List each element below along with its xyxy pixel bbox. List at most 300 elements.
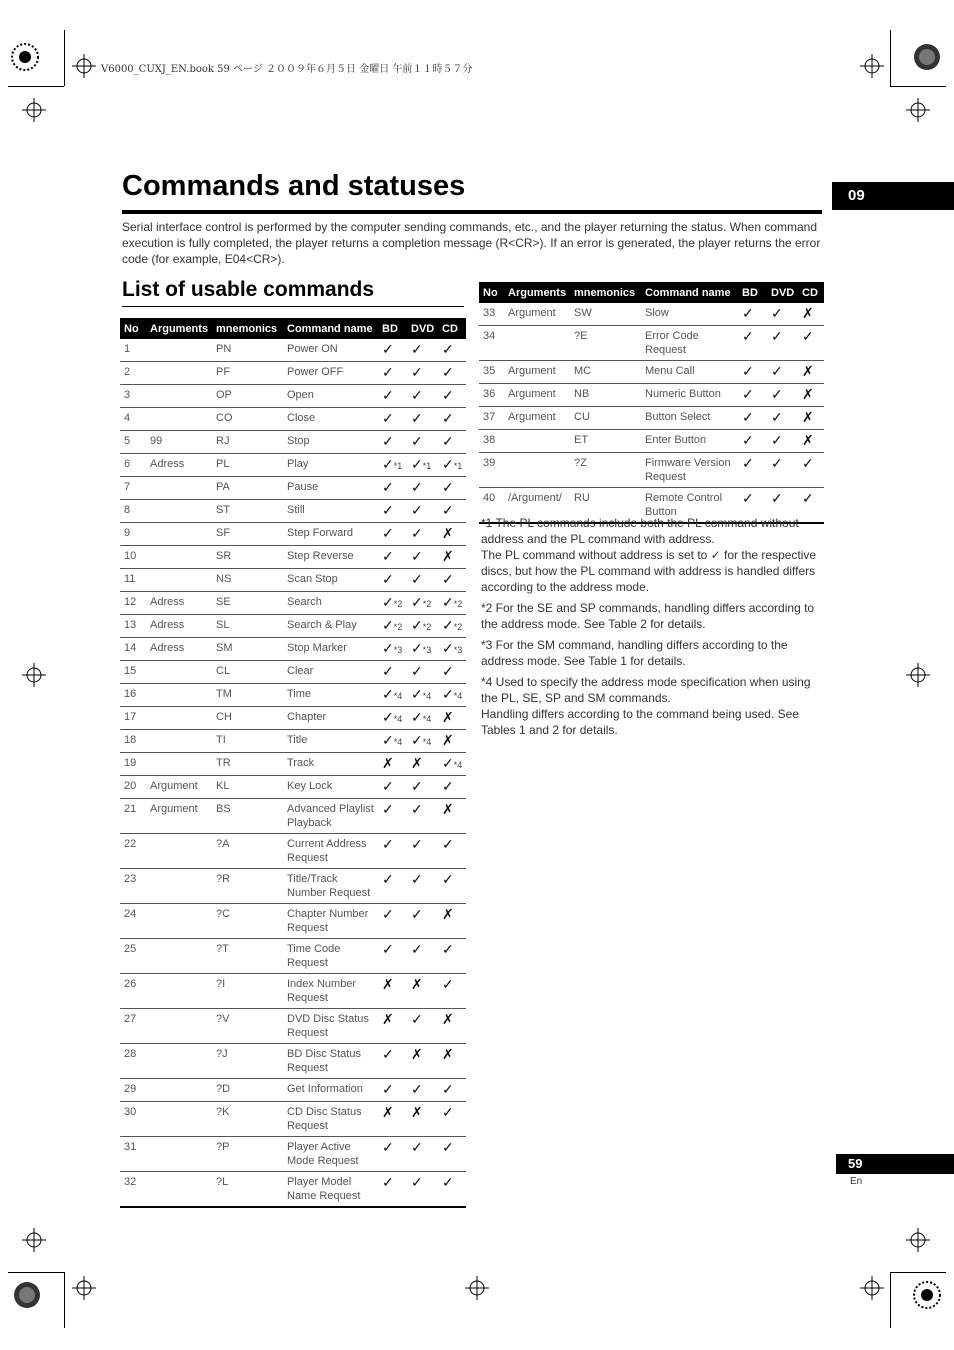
- cell-dvd: [407, 1009, 438, 1044]
- check-mark-icon: ✓: [771, 432, 783, 448]
- check-mark-icon: ✓: [411, 709, 423, 725]
- cell-arg: Argument: [146, 799, 212, 834]
- check-mark-icon: ✓: [771, 305, 783, 321]
- cell-no: 9: [120, 523, 146, 546]
- cell-bd: [738, 430, 767, 453]
- check-mark-icon: ✓: [802, 490, 814, 506]
- cell-dvd: [407, 408, 438, 431]
- cell-cd: [438, 730, 466, 753]
- table-row: [120, 477, 466, 500]
- column-header: Command name: [283, 318, 378, 339]
- cell-bd: [738, 384, 767, 407]
- check-mark-icon: ✓: [411, 387, 423, 403]
- column-header: DVD: [767, 282, 798, 303]
- cell-arg: [146, 753, 212, 776]
- cell-arg: [504, 453, 570, 488]
- table-row: [120, 1172, 466, 1208]
- check-mark-icon: ✓: [411, 836, 423, 852]
- footnote-ref: *2: [453, 622, 463, 632]
- cell-no: 21: [120, 799, 146, 834]
- cell-cd: [438, 1102, 466, 1137]
- cell-name: BD Disc Status Request: [283, 1044, 378, 1079]
- cell-arg: Adress: [146, 615, 212, 638]
- cell-no: 13: [120, 615, 146, 638]
- column-header: mnemonics: [212, 318, 283, 339]
- cell-bd: [378, 523, 407, 546]
- cell-dvd: [767, 384, 798, 407]
- check-mark-icon: ✓: [382, 871, 394, 887]
- cell-cd: [438, 661, 466, 684]
- check-mark-icon: ✓: [382, 617, 394, 633]
- section-title: List of usable commands: [122, 278, 375, 301]
- cell-name: Clear: [283, 661, 378, 684]
- crosshair-icon: [860, 1276, 884, 1300]
- cell-cd: [798, 430, 824, 453]
- cell-mn: ?D: [212, 1079, 283, 1102]
- cell-name: Index Number Request: [283, 974, 378, 1009]
- check-mark-icon: ✓: [411, 594, 423, 610]
- check-mark-icon: ✓: [382, 364, 394, 380]
- check-mark-icon: ✓: [382, 433, 394, 449]
- cell-name: Step Reverse: [283, 546, 378, 569]
- page-title: Commands and statuses: [122, 170, 466, 202]
- check-mark-icon: ✓: [382, 525, 394, 541]
- footnote-ref: *2: [453, 599, 463, 609]
- column-header: No: [479, 282, 504, 303]
- cell-no: 29: [120, 1079, 146, 1102]
- registration-wheel-icon: [12, 1280, 42, 1310]
- cell-arg: [146, 707, 212, 730]
- check-mark-icon: ✓: [382, 479, 394, 495]
- cell-mn: TI: [212, 730, 283, 753]
- check-mark-icon: ✓: [442, 871, 454, 887]
- registration-wheel-icon: [912, 42, 942, 72]
- footnote-ref: *4: [422, 691, 432, 701]
- cell-cd: [798, 453, 824, 488]
- cell-dvd: [407, 454, 438, 477]
- footnote-ref: *3: [422, 645, 432, 655]
- check-mark-icon: ✓: [411, 433, 423, 449]
- cell-name: Track: [283, 753, 378, 776]
- check-mark-icon: ✓: [382, 663, 394, 679]
- footnotes: [481, 515, 823, 743]
- check-mark-icon: ✓: [742, 432, 754, 448]
- cell-no: 34: [479, 326, 504, 361]
- cell-mn: NB: [570, 384, 641, 407]
- cell-mn: ?E: [570, 326, 641, 361]
- cell-cd: [438, 385, 466, 408]
- cell-mn: PF: [212, 362, 283, 385]
- table-row: [479, 384, 824, 407]
- check-mark-icon: ✓: [442, 686, 454, 702]
- crosshair-icon: [906, 663, 930, 687]
- cell-mn: SE: [212, 592, 283, 615]
- cell-dvd: [407, 661, 438, 684]
- cell-bd: [378, 362, 407, 385]
- cell-name: Title/Track Number Request: [283, 869, 378, 904]
- cell-name: Player Active Mode Request: [283, 1137, 378, 1172]
- cell-bd: [378, 638, 407, 661]
- cell-no: 19: [120, 753, 146, 776]
- cell-cd: [438, 707, 466, 730]
- check-mark-icon: ✓: [382, 594, 394, 610]
- cell-mn: ST: [212, 500, 283, 523]
- cell-dvd: [407, 939, 438, 974]
- cell-dvd: [407, 569, 438, 592]
- cell-cd: [438, 339, 466, 362]
- cell-mn: RJ: [212, 431, 283, 454]
- crosshair-icon: [906, 1228, 930, 1252]
- cell-cd: [438, 834, 466, 869]
- footnote-ref: *3: [453, 645, 463, 655]
- cell-no: 8: [120, 500, 146, 523]
- cell-name: Scan Stop: [283, 569, 378, 592]
- check-mark-icon: ✓: [382, 906, 394, 922]
- check-mark-icon: ✓: [442, 594, 454, 610]
- table-header-row: [479, 282, 824, 303]
- cell-name: Stop Marker: [283, 638, 378, 661]
- cell-cd: [438, 500, 466, 523]
- cell-name: Open: [283, 385, 378, 408]
- cell-no: 12: [120, 592, 146, 615]
- table-row: [120, 707, 466, 730]
- table-row: [120, 730, 466, 753]
- cell-name: Still: [283, 500, 378, 523]
- cell-mn: ?V: [212, 1009, 283, 1044]
- cell-dvd: [407, 500, 438, 523]
- cell-cd: [438, 523, 466, 546]
- table-row: [120, 776, 466, 799]
- table-row: [120, 1079, 466, 1102]
- check-mark-icon: ✓: [411, 571, 423, 587]
- cell-no: 38: [479, 430, 504, 453]
- cell-arg: Argument: [504, 303, 570, 326]
- cell-mn: TR: [212, 753, 283, 776]
- cell-name: Key Lock: [283, 776, 378, 799]
- intro-paragraph: Serial interface control is performed by the computer sending commands, etc., and the player returning the status. When command execution is fully completed, the player returns a completion message (R<CR>). If an error is generated, the player returns the error code (for example, E04<CR>).: [122, 220, 821, 266]
- cell-name: Time: [283, 684, 378, 707]
- crosshair-icon: [72, 1276, 96, 1300]
- check-mark-icon: ✓: [382, 778, 394, 794]
- column-header: No: [120, 318, 146, 339]
- cell-mn: ?K: [212, 1102, 283, 1137]
- cell-cd: [438, 974, 466, 1009]
- cell-dvd: [407, 385, 438, 408]
- cell-name: Play: [283, 454, 378, 477]
- crosshair-icon: [22, 663, 46, 687]
- cell-name: Firmware Version Request: [641, 453, 738, 488]
- cell-no: 1: [120, 339, 146, 362]
- check-mark-icon: ✓: [742, 490, 754, 506]
- crosshair-icon: [22, 1228, 46, 1252]
- cell-mn: SW: [570, 303, 641, 326]
- check-mark-icon: ✓: [771, 363, 783, 379]
- footnote-ref: *4: [422, 737, 432, 747]
- check-mark-icon: ✓: [411, 801, 423, 817]
- column-header: Arguments: [146, 318, 212, 339]
- table-row: [120, 431, 466, 454]
- check-mark-icon: ✓: [382, 456, 394, 472]
- cell-no: 2: [120, 362, 146, 385]
- cell-no: 18: [120, 730, 146, 753]
- cell-bd: [378, 707, 407, 730]
- cell-no: 31: [120, 1137, 146, 1172]
- cell-name: Player Model Name Request: [283, 1172, 378, 1208]
- cell-arg: Adress: [146, 454, 212, 477]
- check-mark-icon: ✓: [442, 663, 454, 679]
- check-mark-icon: ✓: [411, 906, 423, 922]
- cell-mn: ?Z: [570, 453, 641, 488]
- check-mark-icon: ✓: [411, 941, 423, 957]
- cell-bd: [378, 661, 407, 684]
- check-mark-icon: ✓: [742, 409, 754, 425]
- cell-cd: [438, 569, 466, 592]
- cell-cd: [438, 1009, 466, 1044]
- check-mark-icon: ✓: [382, 548, 394, 564]
- footnote-ref: *1: [422, 461, 432, 471]
- cell-arg: [146, 362, 212, 385]
- column-header: CD: [438, 318, 466, 339]
- cell-cd: [438, 592, 466, 615]
- cell-name: Time Code Request: [283, 939, 378, 974]
- cell-bd: [378, 869, 407, 904]
- cell-mn: ?T: [212, 939, 283, 974]
- footnote-ref: *4: [422, 714, 432, 724]
- cell-arg: [504, 326, 570, 361]
- cross-mark-icon: ✗: [442, 709, 454, 725]
- cell-arg: Adress: [146, 592, 212, 615]
- cell-mn: CO: [212, 408, 283, 431]
- cell-mn: PN: [212, 339, 283, 362]
- table-row: [120, 500, 466, 523]
- cell-cd: [438, 1137, 466, 1172]
- table-row: [479, 430, 824, 453]
- language-label: En: [850, 1176, 863, 1187]
- cell-mn: TM: [212, 684, 283, 707]
- cell-dvd: [407, 1044, 438, 1079]
- check-mark-icon: ✓: [382, 410, 394, 426]
- cell-dvd: [407, 1137, 438, 1172]
- cell-cd: [438, 454, 466, 477]
- table-row: [479, 303, 824, 326]
- cell-name: Power OFF: [283, 362, 378, 385]
- cell-cd: [798, 303, 824, 326]
- cell-cd: [438, 1172, 466, 1208]
- cell-bd: [378, 939, 407, 974]
- cell-bd: [378, 834, 407, 869]
- cell-no: 15: [120, 661, 146, 684]
- cell-arg: [146, 1172, 212, 1208]
- cell-no: 39: [479, 453, 504, 488]
- check-mark-icon: ✓: [382, 709, 394, 725]
- check-mark-icon: ✓: [742, 363, 754, 379]
- cross-mark-icon: ✗: [411, 755, 423, 771]
- check-mark-icon: ✓: [382, 941, 394, 957]
- check-mark-icon: ✓: [442, 941, 454, 957]
- cell-no: 40: [479, 488, 504, 524]
- cell-cd: [438, 638, 466, 661]
- cell-no: 3: [120, 385, 146, 408]
- cell-dvd: [407, 974, 438, 1009]
- crosshair-icon: [72, 54, 96, 78]
- crosshair-icon: [22, 98, 46, 122]
- footnote-ref: *2: [393, 622, 403, 632]
- footnote-ref: *3: [393, 645, 403, 655]
- cell-arg: [146, 904, 212, 939]
- table-row: [479, 361, 824, 384]
- table-row: [120, 454, 466, 477]
- cell-dvd: [407, 523, 438, 546]
- cell-no: 17: [120, 707, 146, 730]
- cell-arg: [146, 523, 212, 546]
- check-mark-icon: ✓: [442, 1104, 454, 1120]
- cell-bd: [378, 776, 407, 799]
- cross-mark-icon: ✗: [411, 1104, 423, 1120]
- column-header: CD: [798, 282, 824, 303]
- cell-mn: KL: [212, 776, 283, 799]
- cell-arg: [146, 661, 212, 684]
- check-mark-icon: ✓: [382, 387, 394, 403]
- check-mark-icon: ✓: [442, 387, 454, 403]
- cell-cd: [798, 407, 824, 430]
- cell-dvd: [767, 361, 798, 384]
- cross-mark-icon: ✗: [442, 548, 454, 564]
- commands-table-right: [479, 282, 824, 524]
- cell-dvd: [407, 362, 438, 385]
- cell-no: 23: [120, 869, 146, 904]
- cross-mark-icon: ✗: [442, 801, 454, 817]
- cell-dvd: [407, 684, 438, 707]
- cell-name: Title: [283, 730, 378, 753]
- cell-bd: [378, 1137, 407, 1172]
- cell-arg: Argument: [146, 776, 212, 799]
- cell-bd: [738, 361, 767, 384]
- cell-name: Advanced Playlist Playback: [283, 799, 378, 834]
- table-row: [120, 1044, 466, 1079]
- cell-no: 26: [120, 974, 146, 1009]
- cross-mark-icon: ✗: [802, 409, 814, 425]
- check-mark-icon: ✓: [742, 386, 754, 402]
- footnote-paragraph: Handling differs according to the command being used. See Tables 1 and 2 for details.: [481, 707, 799, 737]
- cell-dvd: [407, 1079, 438, 1102]
- cell-dvd: [407, 834, 438, 869]
- check-mark-icon: ✓: [382, 836, 394, 852]
- check-mark-icon: ✓: [771, 328, 783, 344]
- cross-mark-icon: ✗: [802, 386, 814, 402]
- cell-bd: [378, 408, 407, 431]
- cell-arg: [146, 546, 212, 569]
- check-mark-icon: ✓: [442, 1081, 454, 1097]
- cell-cd: [438, 869, 466, 904]
- table-row: [120, 834, 466, 869]
- cross-mark-icon: ✗: [442, 525, 454, 541]
- check-mark-icon: ✓: [411, 686, 423, 702]
- cross-mark-icon: ✗: [382, 1011, 394, 1027]
- registration-wheel-icon: [912, 1280, 942, 1310]
- footnote-ref: *4: [453, 691, 463, 701]
- cell-name: DVD Disc Status Request: [283, 1009, 378, 1044]
- commands-table-left: [120, 318, 466, 1208]
- cell-name: Pause: [283, 477, 378, 500]
- cross-mark-icon: ✗: [382, 1104, 394, 1120]
- cell-bd: [378, 1172, 407, 1208]
- cell-dvd: [407, 546, 438, 569]
- table-row: [120, 362, 466, 385]
- cell-cd: [798, 326, 824, 361]
- cell-name: Search: [283, 592, 378, 615]
- cell-name: Stop: [283, 431, 378, 454]
- check-mark-icon: ✓: [411, 1139, 423, 1155]
- cell-mn: OP: [212, 385, 283, 408]
- cell-dvd: [407, 339, 438, 362]
- check-mark-icon: ✓: [411, 1081, 423, 1097]
- cell-no: 14: [120, 638, 146, 661]
- footnote-paragraph: *2 For the SE and SP commands, handling differs according to the address mode. See Table 2 for details.: [481, 601, 815, 631]
- footnote-ref: *2: [422, 599, 432, 609]
- cell-arg: [146, 1137, 212, 1172]
- footnote-paragraph: *1 The PL commands include both the PL command without address and the PL command with address.: [481, 516, 799, 546]
- cell-name: Chapter Number Request: [283, 904, 378, 939]
- cell-mn: MC: [570, 361, 641, 384]
- cell-arg: [146, 939, 212, 974]
- cell-bd: [378, 974, 407, 1009]
- check-mark-icon: ✓: [382, 1046, 394, 1062]
- cell-dvd: [407, 753, 438, 776]
- cell-cd: [438, 362, 466, 385]
- footnote-ref: *1: [393, 461, 403, 471]
- cell-arg: [146, 385, 212, 408]
- chapter-tab: 09: [832, 182, 954, 210]
- footnote-paragraph: *4 Used to specify the address mode specification when using the PL, SE, SP and SM commands.: [481, 675, 811, 705]
- cell-cd: [438, 904, 466, 939]
- cell-dvd: [407, 776, 438, 799]
- cell-mn: CH: [212, 707, 283, 730]
- cell-bd: [738, 303, 767, 326]
- cell-no: 28: [120, 1044, 146, 1079]
- table-row: [120, 974, 466, 1009]
- cell-bd: [378, 339, 407, 362]
- cell-mn: PA: [212, 477, 283, 500]
- title-rule: [122, 210, 822, 214]
- cell-mn: SF: [212, 523, 283, 546]
- cell-cd: [438, 408, 466, 431]
- check-mark-icon: ✓: [411, 410, 423, 426]
- cross-mark-icon: ✗: [442, 1011, 454, 1027]
- cross-mark-icon: ✗: [802, 432, 814, 448]
- cross-mark-icon: ✗: [442, 906, 454, 922]
- table-row: [120, 1009, 466, 1044]
- cell-arg: /Argument/: [504, 488, 570, 524]
- table-row: [120, 799, 466, 834]
- check-mark-icon: ✓: [382, 1081, 394, 1097]
- check-mark-icon: ✓: [411, 548, 423, 564]
- check-mark-icon: ✓: [442, 976, 454, 992]
- table-row: [120, 569, 466, 592]
- check-mark-icon: ✓: [382, 801, 394, 817]
- check-mark-icon: ✓: [411, 663, 423, 679]
- cell-name: Power ON: [283, 339, 378, 362]
- check-mark-icon: ✓: [382, 732, 394, 748]
- check-mark-icon: ✓: [742, 328, 754, 344]
- cell-dvd: [767, 407, 798, 430]
- cell-dvd: [767, 326, 798, 361]
- table-row: [120, 339, 466, 362]
- crosshair-icon: [465, 1276, 489, 1300]
- check-mark-icon: ✓: [442, 479, 454, 495]
- check-mark-icon: ✓: [382, 502, 394, 518]
- cell-mn: ?R: [212, 869, 283, 904]
- cell-no: 25: [120, 939, 146, 974]
